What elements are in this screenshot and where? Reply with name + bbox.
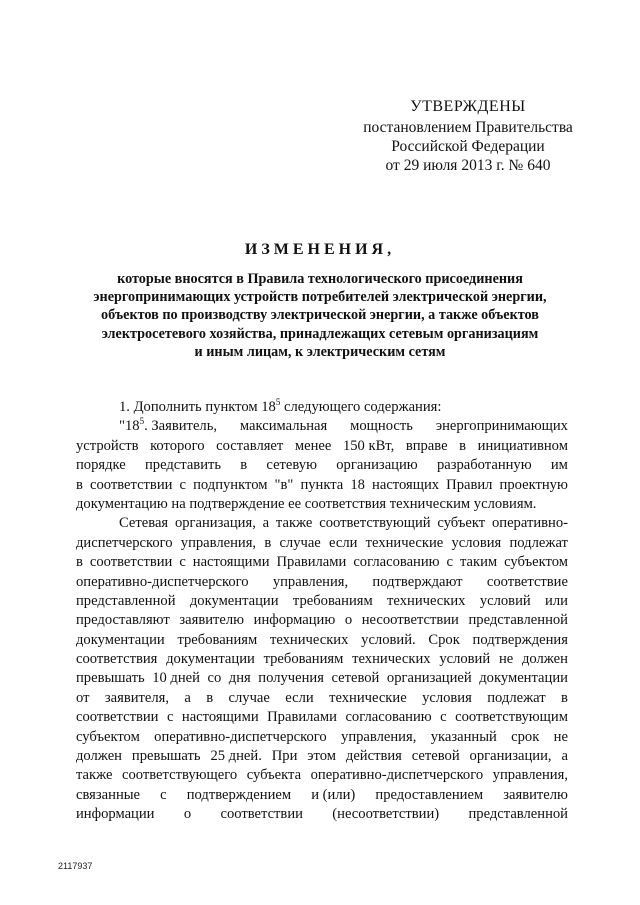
word: случае bbox=[279, 534, 321, 551]
word: этом bbox=[307, 748, 336, 765]
word: соответствии bbox=[89, 554, 173, 571]
word: сетевой bbox=[331, 670, 380, 687]
word: дня bbox=[228, 670, 251, 687]
para2-line-13 bbox=[76, 747, 568, 766]
word: субъекта bbox=[246, 767, 302, 784]
document-title: ИЗМЕНЕНИЯ, bbox=[244, 241, 396, 258]
word: настоящими bbox=[192, 554, 270, 571]
word: или bbox=[545, 592, 568, 609]
word: подлежат bbox=[509, 534, 568, 551]
item-1-text-end: следующего содержания: bbox=[280, 399, 442, 415]
word: инициативном bbox=[477, 437, 568, 454]
word: превышать bbox=[131, 748, 201, 765]
word: требованиям bbox=[263, 651, 344, 668]
word: также bbox=[76, 767, 113, 784]
word: Сетевая bbox=[119, 515, 169, 532]
word: Правилами bbox=[267, 709, 337, 726]
word: управления, bbox=[180, 534, 257, 551]
para2-line-11 bbox=[76, 708, 568, 727]
word: 18 bbox=[350, 476, 365, 493]
para2-line-3 bbox=[76, 553, 568, 572]
word: субъект bbox=[437, 515, 486, 532]
subtitle-line: и иным лицам, к электрическим сетям bbox=[194, 343, 446, 360]
word: информации bbox=[76, 806, 155, 823]
word: управления, bbox=[341, 728, 417, 745]
word: в bbox=[76, 554, 83, 571]
word: несоответствии bbox=[361, 612, 459, 629]
word: технических bbox=[387, 592, 466, 609]
word: действия bbox=[345, 748, 402, 765]
para1-line-1 bbox=[76, 417, 568, 436]
word: соответствующий bbox=[319, 515, 431, 532]
subtitle-line: электросетевого хозяйства, принадлежащих сетевым организациям bbox=[101, 325, 539, 342]
word: в bbox=[459, 437, 467, 454]
word: максимальная bbox=[239, 418, 328, 435]
para2-line-1 bbox=[76, 514, 568, 533]
para2-line-12 bbox=[76, 728, 568, 747]
word: подтверждения bbox=[472, 631, 568, 648]
word: технических bbox=[269, 631, 349, 648]
approval-date-line: от 29 июля 2013 г. № 640 bbox=[385, 157, 551, 174]
word: в bbox=[264, 534, 272, 551]
word: в bbox=[76, 476, 83, 493]
word: заявителя, bbox=[104, 689, 170, 706]
para1-line-3 bbox=[76, 456, 568, 475]
word: диспетчерского bbox=[76, 534, 173, 551]
document-id: 2117937 bbox=[58, 861, 93, 871]
document-subtitle bbox=[70, 270, 570, 361]
para2-line-15 bbox=[76, 786, 568, 805]
word: подлежат bbox=[487, 689, 546, 706]
word: со bbox=[207, 670, 222, 687]
word: о bbox=[183, 806, 192, 823]
para1-line-4 bbox=[76, 476, 568, 495]
word: с bbox=[166, 709, 174, 726]
word: и (или) bbox=[311, 786, 356, 803]
word: соответствии bbox=[89, 476, 173, 493]
approval-government-line: Российской Федерации bbox=[391, 138, 545, 155]
para2-line-8 bbox=[76, 650, 568, 669]
word: При bbox=[271, 748, 298, 765]
word: (несоответствии) bbox=[332, 806, 440, 823]
word: сетевую bbox=[266, 457, 318, 474]
word: предоставлением bbox=[375, 786, 484, 803]
word: получения bbox=[258, 670, 324, 687]
word: устройств bbox=[76, 437, 139, 454]
word: субъектом bbox=[76, 728, 140, 745]
word: 10 дней bbox=[152, 670, 200, 687]
approval-decree-line: постановлением Правительства bbox=[363, 119, 573, 136]
para2-line-4 bbox=[76, 573, 568, 592]
word: не bbox=[553, 728, 568, 745]
word: должен bbox=[76, 748, 122, 765]
word: условий. bbox=[361, 631, 416, 648]
para2-line-16 bbox=[76, 805, 568, 824]
word: документации bbox=[76, 631, 165, 648]
word: . Заявитель, bbox=[144, 418, 218, 435]
word: энергопринимающих bbox=[435, 418, 568, 435]
word: согласованию bbox=[345, 709, 432, 726]
word: вправе bbox=[405, 437, 448, 454]
word: соответствующим bbox=[455, 709, 568, 726]
para2-line-2 bbox=[76, 534, 568, 553]
word: технических bbox=[352, 651, 431, 668]
word: представленной bbox=[468, 806, 568, 823]
word: заявителю bbox=[503, 786, 568, 803]
word: 25 дней. bbox=[210, 748, 262, 765]
word: сетевой bbox=[411, 748, 460, 765]
word: условия bbox=[422, 689, 472, 706]
word: с bbox=[179, 554, 186, 571]
word: о bbox=[344, 612, 353, 629]
word: проектную bbox=[499, 476, 568, 493]
word: документации bbox=[166, 651, 255, 668]
approval-block bbox=[348, 97, 588, 175]
word: также bbox=[275, 515, 313, 532]
word: организация, bbox=[174, 515, 256, 532]
word: документации bbox=[479, 670, 568, 687]
document-body bbox=[76, 398, 568, 825]
word: соответствие bbox=[486, 573, 568, 590]
word: срок bbox=[511, 728, 540, 745]
word: таким bbox=[460, 554, 498, 571]
item-1-text: 1. Дополнить пунктом 18 bbox=[119, 399, 276, 415]
word: разработанную bbox=[436, 457, 532, 474]
word: подтверждением bbox=[186, 786, 292, 803]
word: представить bbox=[144, 457, 222, 474]
word: оперативно-диспетчерского bbox=[154, 728, 327, 745]
word: условия bbox=[451, 534, 502, 551]
word: представленной bbox=[468, 612, 568, 629]
subtitle-line: которые вносятся в Правила технологического присоединения bbox=[117, 271, 523, 287]
word: подпунктом bbox=[193, 476, 268, 493]
word: если bbox=[329, 534, 358, 551]
word: условий bbox=[439, 651, 491, 668]
word: а bbox=[561, 748, 568, 765]
word: превышать bbox=[76, 670, 145, 687]
word: "в" bbox=[274, 476, 294, 493]
word: в bbox=[240, 457, 248, 474]
word: настоящими bbox=[181, 709, 259, 726]
word: субъектом bbox=[504, 554, 568, 571]
word: порядке bbox=[76, 457, 126, 474]
word: технические bbox=[365, 534, 444, 551]
word: Срок bbox=[428, 631, 460, 648]
word: представленной bbox=[76, 592, 176, 609]
word: согласованию bbox=[353, 554, 440, 571]
word: условий bbox=[479, 592, 531, 609]
word: оперативно-диспетчерского bbox=[310, 767, 484, 784]
word: оперативно- bbox=[491, 515, 568, 532]
approval-heading: УТВЕРЖДЕНЫ bbox=[410, 98, 526, 115]
para2-line-9 bbox=[76, 669, 568, 688]
word: требованиям bbox=[177, 631, 258, 648]
para1-line-1-first bbox=[119, 417, 217, 436]
word: управления, bbox=[272, 573, 349, 590]
word: указанный bbox=[430, 728, 497, 745]
quote-start: "18 bbox=[119, 418, 140, 435]
superscript: 5 bbox=[139, 416, 145, 427]
word: требованиям bbox=[292, 592, 373, 609]
word: пункта bbox=[300, 476, 344, 493]
para1-line-5: документацию на подтверждение ее соответствия техническим условиям. bbox=[76, 495, 537, 512]
word: которого bbox=[150, 437, 205, 454]
word: им bbox=[550, 457, 568, 474]
word: мощность bbox=[350, 418, 413, 435]
word: настоящих bbox=[372, 476, 440, 493]
para2-line-10 bbox=[76, 689, 568, 708]
word: в bbox=[206, 689, 214, 706]
para2-line-14 bbox=[76, 766, 568, 785]
subtitle-line: объектов по производству электрической энергии, а также объектов bbox=[101, 307, 539, 324]
word: с bbox=[179, 476, 187, 493]
word: соответствия bbox=[76, 651, 158, 668]
word: управления, bbox=[492, 767, 568, 784]
word: а bbox=[262, 515, 270, 532]
word: связанные bbox=[76, 786, 141, 803]
para1-line-2 bbox=[76, 437, 568, 456]
word: не bbox=[498, 651, 514, 668]
word: менее bbox=[294, 437, 332, 454]
word: случае bbox=[228, 689, 270, 706]
word: соответствии bbox=[76, 709, 159, 726]
para2-line-5 bbox=[76, 592, 568, 611]
para2-line-6 bbox=[76, 611, 568, 630]
word: организацию bbox=[336, 457, 418, 474]
word: заявителю bbox=[179, 612, 245, 629]
word: если bbox=[285, 689, 314, 706]
word: с bbox=[446, 554, 454, 571]
word: соответствующего bbox=[122, 767, 238, 784]
word: соответствии bbox=[220, 806, 303, 823]
word: с bbox=[440, 709, 447, 726]
item-1-line bbox=[76, 398, 568, 417]
word: организации, bbox=[469, 748, 552, 765]
word: организацией bbox=[386, 670, 472, 687]
word: технические bbox=[329, 689, 407, 706]
word: составляет bbox=[216, 437, 284, 454]
word: с bbox=[160, 786, 167, 803]
word: информацию bbox=[253, 612, 336, 629]
word: Правил bbox=[446, 476, 493, 493]
subtitle-line: энергопринимающих устройств потребителей электрической энергии, bbox=[93, 289, 547, 306]
word: Правилами bbox=[276, 554, 347, 571]
word: документации bbox=[189, 592, 279, 609]
word: должен bbox=[521, 651, 568, 668]
word: оперативно-диспетчерского bbox=[76, 573, 249, 590]
word: 150 кВт, bbox=[342, 437, 395, 454]
superscript: 5 bbox=[275, 397, 281, 407]
word: а bbox=[184, 689, 191, 706]
word: от bbox=[76, 689, 90, 706]
word: предоставляют bbox=[76, 612, 170, 629]
para2-line-7 bbox=[76, 631, 568, 650]
word: в bbox=[561, 689, 568, 706]
word: подтверждают bbox=[372, 573, 463, 590]
